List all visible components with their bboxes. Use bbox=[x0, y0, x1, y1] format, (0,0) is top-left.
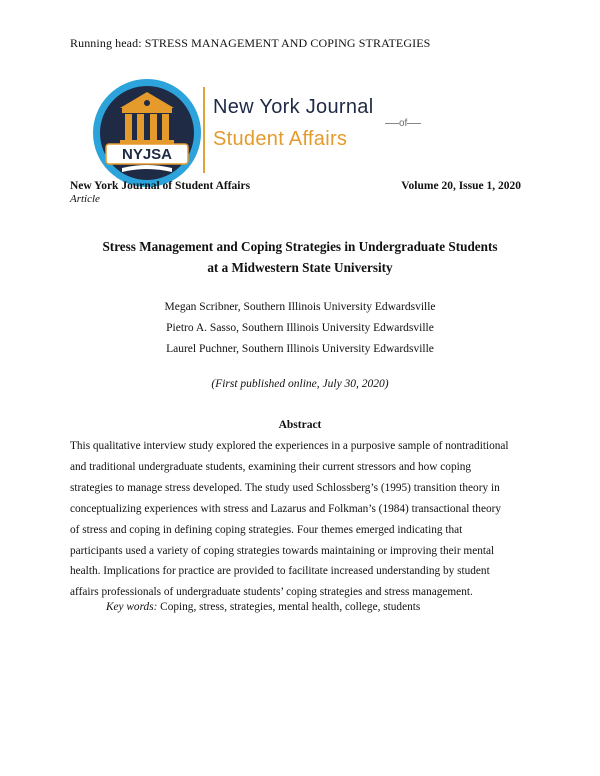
title-line-1: Stress Management and Coping Strategies in Undergraduate Students bbox=[102, 239, 498, 254]
abstract-heading: Abstract bbox=[278, 419, 322, 431]
author-list bbox=[0, 297, 600, 360]
nyjsa-logo-icon bbox=[92, 78, 202, 188]
keywords-value: Coping, stress, strategies, mental health, college, students bbox=[157, 601, 421, 613]
masthead-line2: Student Affairs bbox=[213, 128, 348, 150]
article-type: Article bbox=[70, 193, 100, 205]
nyjsa-logo bbox=[92, 78, 202, 188]
author-1: Megan Scribner, Southern Illinois University Edwardsville bbox=[164, 301, 436, 313]
abstract-line: affairs professionals of undergraduate students’ coping strategies and stress management. bbox=[70, 586, 473, 599]
keywords-label: Key words: bbox=[106, 601, 158, 613]
abstract-body bbox=[70, 436, 540, 603]
logo-badge-text: NYJSA bbox=[121, 146, 173, 163]
abstract-line: health. Implications for practice are provided to facilitate increased understanding by student bbox=[70, 565, 490, 578]
abstract-line: conceptualizing experiences with stress and Lazarus and Folkman’s (1984) transactional theory bbox=[70, 502, 502, 515]
masthead-line1: New York Journal bbox=[213, 96, 374, 118]
title-line-2: at a Midwestern State University bbox=[207, 260, 393, 275]
abstract-line: and traditional undergraduate students, examining their current stressors and how coping bbox=[70, 460, 472, 473]
running-head: Running head: STRESS MANAGEMENT AND COPING STRATEGIES bbox=[70, 36, 431, 50]
masthead-of bbox=[385, 118, 421, 129]
abstract-line: strategies to manage stress developed. The study used Schlossberg’s (1995) transition theory in bbox=[70, 481, 500, 494]
publication-date: (First published online, July 30, 2020) bbox=[211, 378, 389, 390]
author-2: Pietro A. Sasso, Southern Illinois University Edwardsville bbox=[166, 322, 434, 334]
abstract-line: of stress and coping in defining coping strategies. Four themes emerged indicating that bbox=[70, 523, 463, 536]
volume-issue: Volume 20, Issue 1, 2020 bbox=[401, 180, 521, 192]
abstract-line: participants used a variety of coping strategies towards maintaining or improving their mental bbox=[70, 544, 495, 557]
article-title bbox=[0, 236, 600, 278]
masthead-of-text: of bbox=[399, 118, 408, 129]
logo-divider bbox=[203, 87, 205, 173]
journal-name: New York Journal of Student Affairs bbox=[70, 180, 251, 192]
abstract-line: This qualitative interview study explored the experiences in a purposive sample of nontraditional bbox=[70, 440, 509, 452]
journal-masthead bbox=[213, 92, 443, 172]
keywords bbox=[106, 601, 420, 613]
author-3: Laurel Puchner, Southern Illinois University Edwardsville bbox=[166, 343, 434, 355]
